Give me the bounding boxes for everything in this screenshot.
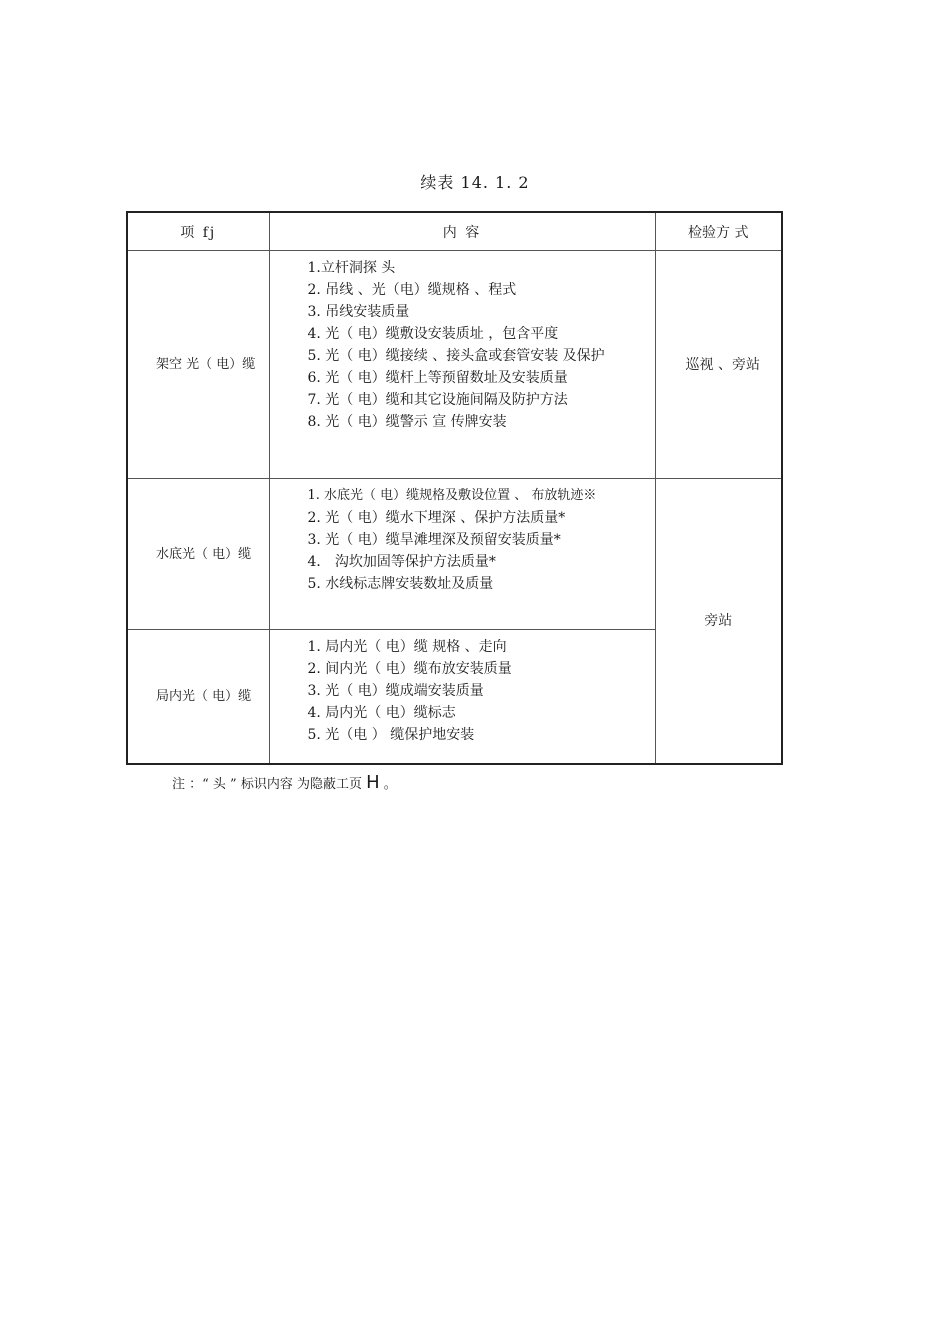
list-item: 7. 光（ 电）缆和其它设施间隔及防护方法 (307, 392, 568, 408)
list-item: 4. 局内光（ 电）缆标志 (307, 705, 456, 721)
table-title: 续表 14. 1. 2 (420, 173, 530, 192)
header-item: 项 fj (127, 212, 269, 251)
list-item: 5. 光（电 ） 缆保护地安装 (307, 727, 475, 743)
list-item: 2. 间内光（ 电）缆布放安装质量 (307, 661, 512, 677)
footnote (172, 772, 397, 793)
list-item: 5. 水线标志牌安装数址及质量 (307, 576, 494, 592)
list-item: 5. 光（ 电）缆接续 、接头盒或套管安装 及保护 (307, 348, 605, 364)
list-item: 1. 局内光（ 电）缆 规格 、走向 (307, 639, 507, 655)
table-header-row (127, 212, 782, 251)
row-method: 巡视 、旁站 (655, 251, 782, 479)
list-item: 1. 水底光（ 电）缆规格及敷设位置 、 布放轨迹※ (307, 488, 597, 503)
table-row (127, 479, 782, 630)
list-item: 3. 光（ 电）缆成端安装质量 (307, 683, 484, 699)
list-item: 6. 光（ 电）缆杆上等预留数址及安装质量 (307, 370, 568, 386)
list-item: 4. 光（ 电）缆敷设安装质址 ，包含平度 (307, 326, 559, 342)
row-category: 水底光（ 电）缆 (127, 479, 269, 630)
list-item: 8. 光（ 电）缆警示 宣 传牌安装 (307, 414, 507, 430)
list-item: 3. 光（ 电）缆旱滩埋深及预留安装质量* (307, 532, 561, 548)
footnote-mark: H (366, 772, 380, 793)
list-item: 2. 光（ 电）缆水下埋深 、保护方法质量* (307, 510, 566, 526)
row-items (269, 479, 655, 630)
row-method: 旁站 (655, 479, 782, 764)
list-item: 3. 吊线安装质量 (307, 304, 410, 320)
list-item: 2. 吊线 、光（电）缆规格 、程式 (307, 282, 517, 298)
list-item: 4． 沟坎加固等保护方法质量* (307, 554, 496, 570)
header-content: 内 容 (269, 212, 655, 251)
inspection-table (126, 211, 783, 765)
header-method: 检验方 式 (655, 212, 782, 251)
row-items (269, 251, 655, 479)
list-item: 1.立杆洞探 头 (307, 260, 396, 276)
table-row (127, 251, 782, 479)
row-category: 架空 光（ 电）缆 (127, 251, 269, 479)
row-category: 局内光（ 电）缆 (127, 630, 269, 764)
row-items (269, 630, 655, 764)
footnote-end: 。 (379, 777, 397, 792)
footnote-text: 注 ：“ 头 ” 标识内容 为隐蔽工页 (172, 777, 367, 792)
